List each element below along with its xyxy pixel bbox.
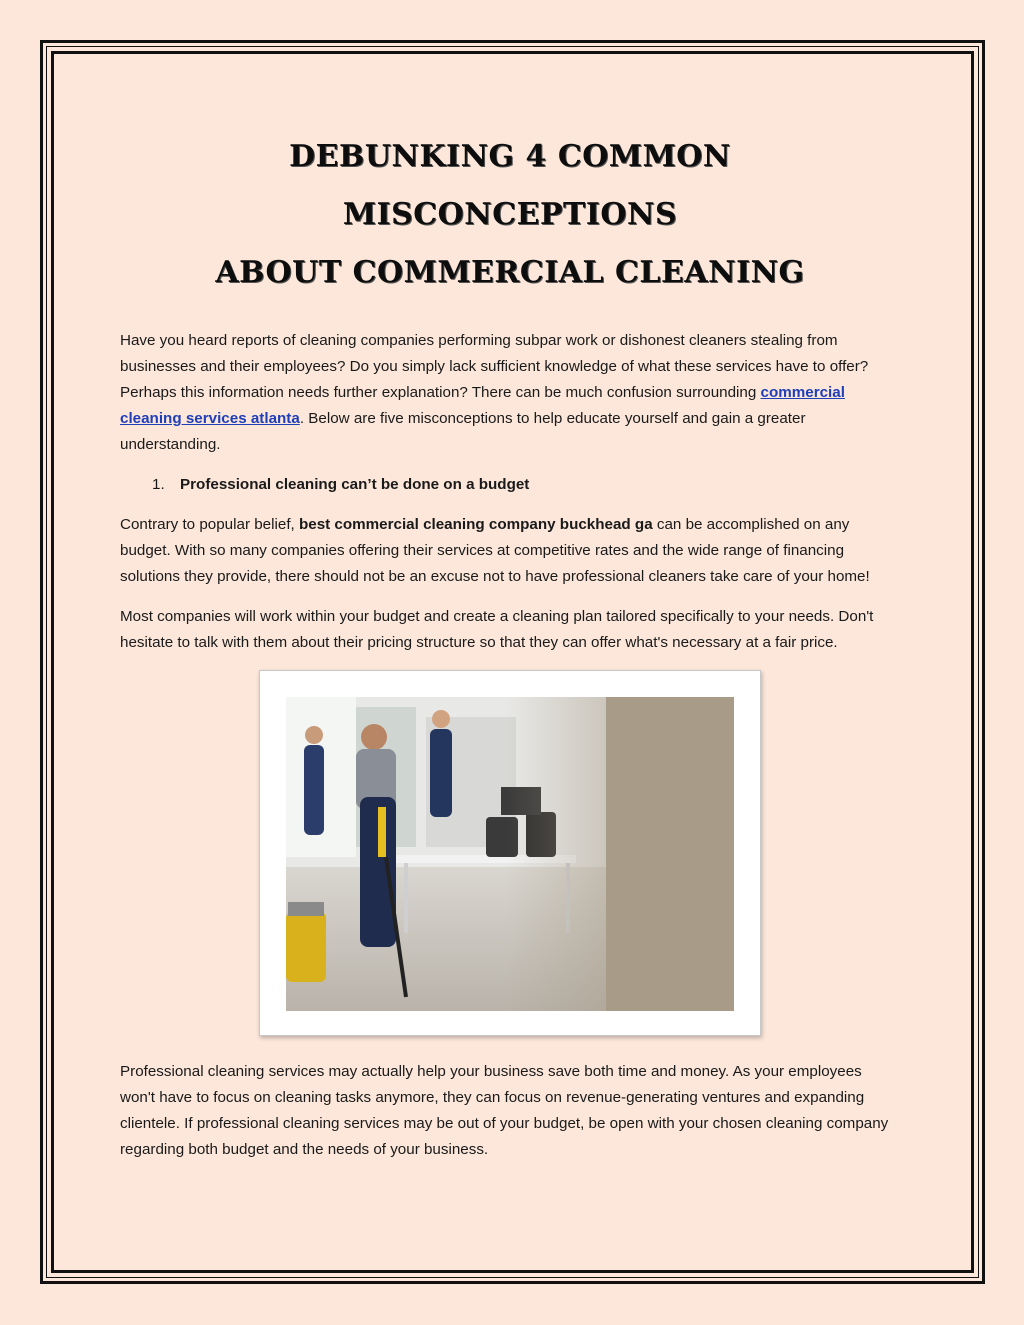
title-line-2: ABOUT COMMERCIAL CLEANING <box>215 255 805 290</box>
list-item <box>152 472 900 498</box>
pricing-paragraph: Most companies will work within your budget and create a cleaning plan tailored specifically to your needs. Don't hesitate to talk with them about their pricing structure so that they can offer what's necessary at a fair price. <box>120 608 874 651</box>
intro-text-before-link: Have you heard reports of cleaning companies performing subpar work or dishonest cleaners stealing from businesses and their employees? Do you simply lack sufficient knowledge of what these services have to offer? Perhaps this information needs further explanation? There can be much confusion surrounding <box>120 332 869 401</box>
budget-paragraph <box>120 512 900 590</box>
budget-text-before-bold: Contrary to popular belief, <box>120 516 299 533</box>
intro-text-after-link: . Below are five misconceptions to help educate yourself and gain a greater understanding. <box>120 410 806 453</box>
commercial-cleaning-link[interactable]: commercial cleaning services atlanta <box>120 384 845 427</box>
list-item-number: 1. <box>152 476 165 493</box>
cleaning-photo-frame <box>259 670 761 1036</box>
savings-paragraph: Professional cleaning services may actually help your business save both time and money. As your employees won't have to focus on cleaning tasks anymore, they can focus on revenue-generating ventures and expanding clientele. If professional cleaning services may be out of your budget, be open with your chosen cleaning company regarding both budget and the needs of your business. <box>120 1063 889 1158</box>
article-body <box>120 128 900 670</box>
list-item-heading: Professional cleaning can’t be done on a budget <box>180 476 530 493</box>
budget-text-after-bold: can be accomplished on any budget. With so many companies offering their services at competitive rates and the wide range of financing solutions they provide, there should not be an excuse not to have professional cleaners take care of your home! <box>120 516 870 585</box>
savings-section <box>120 1059 900 1177</box>
title-line-1: DEBUNKING 4 COMMON MISCONCEPTIONS <box>289 139 731 232</box>
cleaning-staff-photo <box>286 697 734 1011</box>
page-title <box>120 128 900 302</box>
intro-paragraph <box>120 328 900 458</box>
budget-bold-phrase: best commercial cleaning company buckhead ga <box>298 516 653 533</box>
